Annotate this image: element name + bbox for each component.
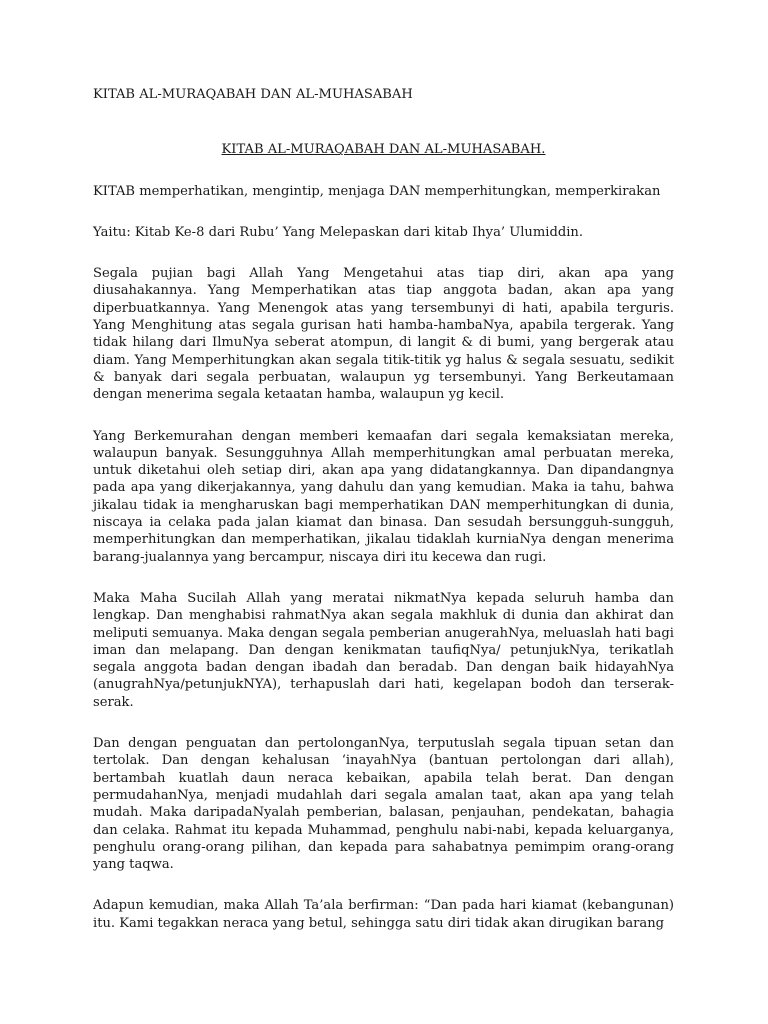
paragraph: Maka Maha Sucilah Allah yang meratai nikmatNya kepada seluruh hamba dan lengkap. Dan menghabisi rahmatNya akan segala makhluk di dunia dan akhirat dan meliputi semuanya. Maka dengan segala pemberian anugerahNya, meluaslah hati bagi iman dan melapang. Dan dengan kenikmatan taufiqNya/ petunjukNya, terikatlah segala anggota badan dengan ibadah dan beradab. Dan dengan baik hidayahNya (anugrahNya/petunjukNYA), terhapuslah dari hati, kegelapan bodoh dan terserak-serak. xyxy=(93,590,674,710)
document-header: KITAB AL-MURAQABAH DAN AL-MUHASABAH xyxy=(93,87,413,102)
paragraph: Adapun kemudian, maka Allah Ta’ala berfirman: “Dan pada hari kiamat (kebangunan) itu. Kami tegakkan neraca yang betul, sehingga satu diri tidak akan dirugikan barang xyxy=(93,898,674,931)
paragraph: Yang Berkemurahan dengan memberi kemaafan dari segala kemaksiatan mereka, walaupun banyak. Sesungguhnya Allah memperhitungkan amal perbuatan mereka, untuk diketahui oleh setiap diri, akan apa yang didatangkannya. Dan dipandangnya pada apa yang dikerjakannya, yang dahulu dan yang kemudian. Maka ia tahu, bahwa jikalau tidak ia mengharuskan bagi memperhatikan DAN memperhitungkan di dunia, niscaya ia celaka pada jalan kiamat dan binasa. Dan sesudah bersungguh-sungguh, memperhitungkan dan memperhatikan, jikalau tidaklah kurniaNya dengan menerima barang-jualannya yang bercampur, niscaya diri itu kecewa dan rugi. xyxy=(93,428,674,565)
document-source: Yaitu: Kitab Ke-8 dari Rubu’ Yang Melepaskan dari kitab Ihya’ Ulumiddin. xyxy=(93,224,584,240)
paragraph: Dan dengan penguatan dan pertolonganNya, terputuslah segala tipuan setan dan tertolak. Dan dengan kehalusan ‘inayahNya (bantuan pertolongan dari allah), bertambah kuatlah daun neraca kebaikan, apabila telah berat. Dan dengan permudahanNya, menjadi mudahlah dari segala amalan taat, akan apa yang telah mudah. Maka daripadaNyalah pemberian, balasan, penjauhan, pendekatan, bahagia dan celaka. Rahmat itu kepada Muhammad, penghulu nabi-nabi, kepada keluarganya, penghulu orang-orang pilihan, dan kepada para sahabatnya pemimpim orang-orang yang taqwa. xyxy=(93,736,674,873)
document-body xyxy=(93,86,674,956)
document-title: KITAB AL-MURAQABAH DAN AL-MUHASABAH. xyxy=(221,142,546,158)
paragraph: Segala pujian bagi Allah Yang Mengetahui atas tiap diri, akan apa yang diusahakannya. Yang Memperhatikan atas tiap anggota badan, akan apa yang diperbuatkannya. Yang Menengok atas yang tersembunyi di hati, apabila terguris. Yang Menghitung atas segala gurisan hati hamba-hambaNya, apabila tergerak. Yang tidak hilang dari IlmuNya seberat atompun, di langit & di bumi, yang bergerak atau diam. Yang Memperhitungkan akan segala titik-titik yg halus & segala sesuatu, sedikit & banyak dari segala perbuatan, walaupun yg tersembunyi. Yang Berkeutamaan dengan menerima segala ketaatan hamba, walaupun yg kecil. xyxy=(93,266,674,403)
document-definition: KITAB memperhatikan, mengintip, menjaga DAN memperhitungkan, memperkirakan xyxy=(93,183,661,199)
